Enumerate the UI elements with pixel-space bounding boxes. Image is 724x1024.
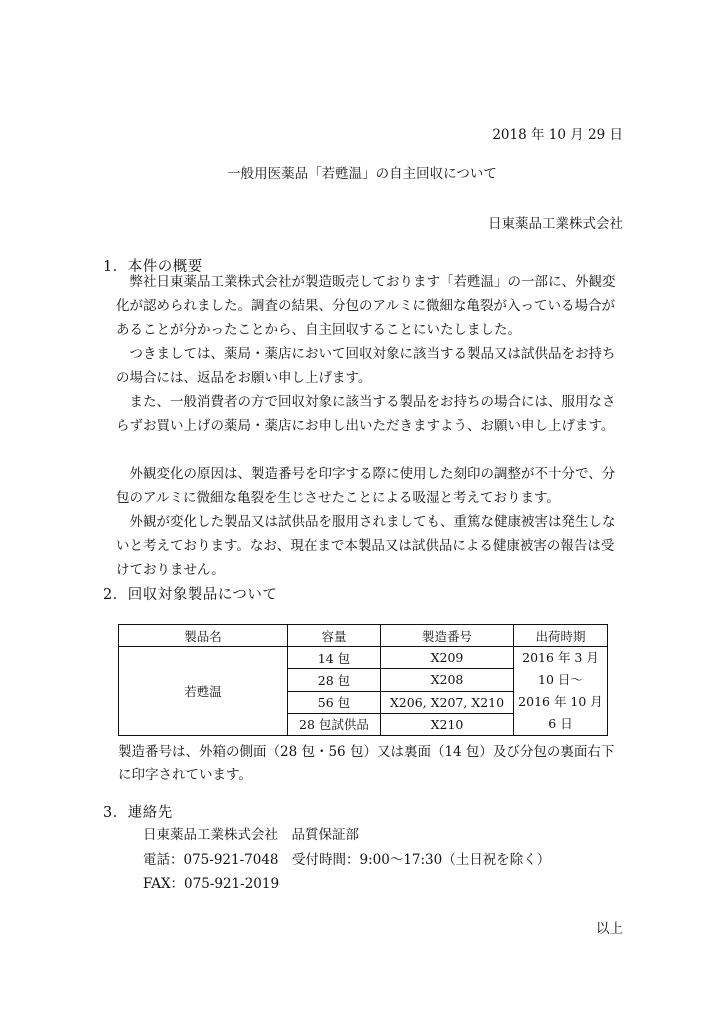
table-row — [119, 647, 608, 669]
closing-mark: 以上 — [596, 921, 623, 937]
header-shipping: 出荷時期 — [514, 625, 608, 647]
contact-fax: FAX：075-921-2019 — [143, 876, 280, 892]
paragraph: 弊社日東薬品工業株式会社が製造販売しております「若甦温」の一部に、外観変化が認められました。調査の結果、分包のアルミに微細な亀裂が入っている場合があることが分かったことから、自主回収することにいたしました。 — [116, 274, 616, 338]
company-name: 日東薬品工業株式会社 — [488, 216, 623, 232]
product-name-cell: 若甦温 — [119, 647, 288, 736]
paragraph: つきましては、薬局・薬店において回収対象に該当する製品又は試供品をお持ちの場合には、返品をお願い申し上げます。 — [116, 346, 616, 386]
document-date: 2018 年 10 月 29 日 — [492, 127, 623, 143]
section-1-heading: 1．本件の概要 — [103, 259, 203, 275]
lot-number-note: 製造番号は、外箱の側面（28 包・56 包）又は裏面（14 包）及び分包の裏面右下に印字されています。 — [118, 744, 615, 783]
lot-cell: X208 — [381, 669, 514, 691]
shipping-period-cell — [514, 647, 608, 736]
capacity-cell: 28 包 — [288, 669, 381, 691]
paragraph: 外観が変化した製品又は試供品を服用されましても、重篤な健康被害は発生しないと考えております。なお、現在まで本製品又は試供品による健康被害の報告は受けておりません。 — [116, 514, 616, 578]
section-1-body — [103, 270, 623, 582]
header-lot: 製造番号 — [381, 625, 514, 647]
paragraph: また、一般消費者の方で回収対象に該当する製品をお持ちの場合には、服用なさらずお買い上げの薬局・薬店にお申し出いただきますよう、お願い申し上げます。 — [116, 394, 616, 434]
document-title: 一般用医薬品「若甦温」の自主回収について — [227, 166, 497, 182]
lot-cell: X209 — [381, 647, 514, 669]
header-capacity: 容量 — [288, 625, 381, 647]
section-3-heading: 3．連絡先 — [103, 805, 173, 821]
capacity-cell: 56 包 — [288, 691, 381, 713]
header-product: 製品名 — [119, 625, 288, 647]
lot-cell: X206, X207, X210 — [381, 691, 514, 713]
lot-cell: X210 — [381, 713, 514, 735]
recall-products-table — [118, 624, 608, 736]
capacity-cell: 28 包試供品 — [288, 713, 381, 735]
ship-to: 2016 年 10 月 6 日 — [518, 694, 603, 731]
contact-phone: 電話：075-921-7048 受付時間：9:00～17:30（土日祝を除く） — [143, 852, 551, 868]
paragraph: 外観変化の原因は、製造番号を印字する際に使用した刻印の調整が不十分で、分包のアルミに微細な亀裂を生じさせたことによる吸湿と考えております。 — [116, 466, 616, 506]
table-header-row — [119, 625, 608, 647]
capacity-cell: 14 包 — [288, 647, 381, 669]
ship-from: 2016 年 3 月 10 日～ — [522, 650, 599, 687]
section-2-heading: 2．回収対象製品について — [103, 587, 278, 603]
contact-department: 日東薬品工業株式会社 品質保証部 — [143, 827, 359, 843]
